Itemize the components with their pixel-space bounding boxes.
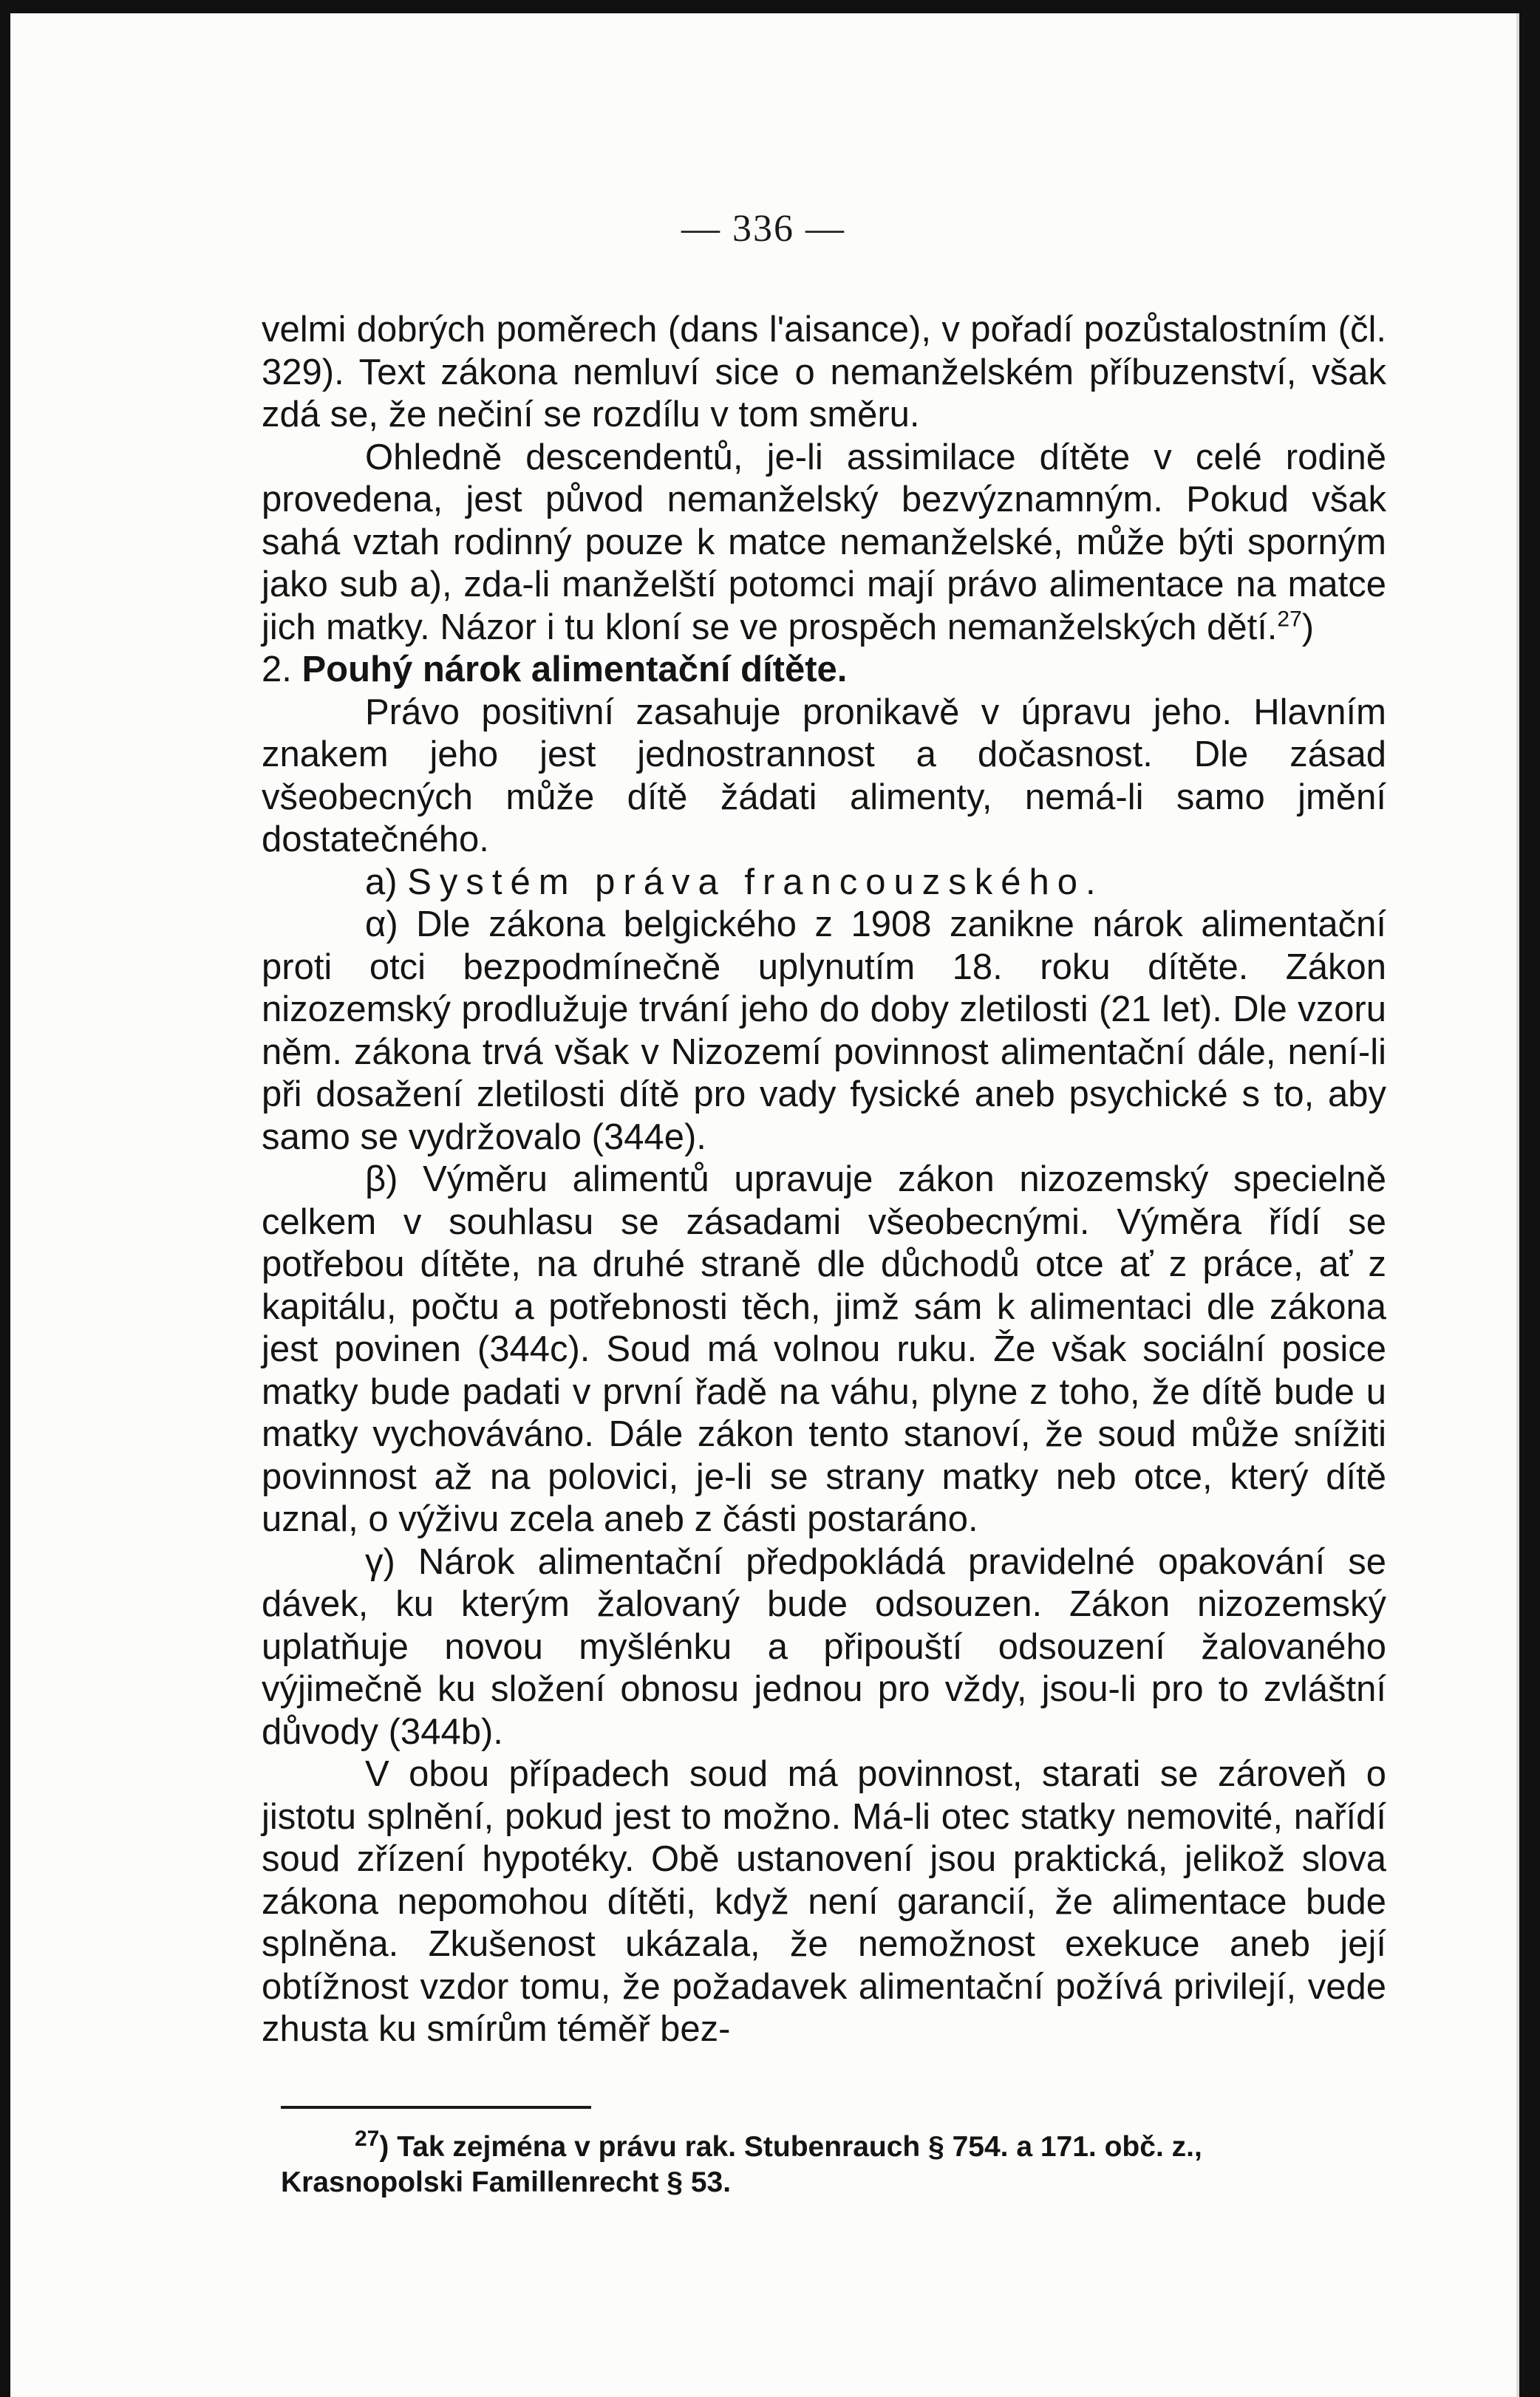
footnote-ref-paren: ) bbox=[1301, 607, 1315, 647]
footnote-27-number: 27 bbox=[355, 2127, 380, 2151]
footnotes bbox=[281, 2127, 1386, 2200]
footnote-divider bbox=[281, 2106, 591, 2109]
subsection-title: Systém práva francouzského. bbox=[407, 862, 1104, 902]
paragraph-descendants-text: Ohledně descendentů, je-li assimilace dítěte v celé rodině provedena, jest původ nemanželský bezvýznamným. Pokud však sahá vztah rodinný pouze k matce nemanželské, může býti sporným jako sub a), zda-li manželští potomci mají právo alimentace na matce jich matky. Názor i tu kloní se ve prospěch nemanželských dětí. bbox=[262, 437, 1386, 647]
paragraph-continuation: velmi dobrých poměrech (dans l'aisance), v pořadí pozůstalostním (čl. 329). Text zákona nemluví sice o nemanželském příbuzenství, však zdá se, že nečiní se rozdílu v tom směru. bbox=[262, 310, 1386, 434]
page-number: — 336 — bbox=[681, 208, 845, 250]
footnote-ref-27: 27 bbox=[1277, 607, 1302, 632]
paragraph-both-cases: V obou případech soud má povinnost, starati se zároveň o jistotu splnění, pokud jest to možno. Má-li otec statky nemovité, nařídí soud zřízení hypotéky. Obě ustanovení jsou praktická, jelikož slova zákona nepomohou dítěti, když není garancií, že alimentace bude splněna. Zkušenost ukázala, že nemožnost exekuce aneb její obtížnost vzdor tomu, že požadavek alimentační požívá privilejí, vede zhusta ku smírům téměř bez- bbox=[262, 1754, 1386, 2049]
paragraph-gamma: γ) Nárok alimentační předpokládá pravidelné opakování se dávek, ku kterým žalovaný bude odsouzen. Zákon nizozemský uplatňuje novou myšlénku a připouští odsouzení žalovaného výjimečně ku složení obnosu jednou pro vždy, jsou-li pro to zvláštní důvody (344b). bbox=[262, 1541, 1386, 1752]
subsection-label: a) bbox=[365, 862, 398, 902]
section-number: 2. bbox=[262, 649, 292, 689]
book-page bbox=[10, 13, 1519, 2397]
section-heading bbox=[262, 649, 1386, 692]
footnote-27-text: ) Tak zejména v právu rak. Stubenrauch § 754. a 171. obč. z., Krasnopolski Famillenrecht § 53. bbox=[281, 2131, 1202, 2198]
footnote-27 bbox=[281, 2127, 1386, 2200]
paragraph-descendants bbox=[262, 437, 1386, 649]
paragraph-alpha: α) Dle zákona belgického z 1908 zanikne nárok alimentační proti otci bezpodmínečně uplynutím 18. roku dítěte. Zákon nizozemský prodlužuje trvání jeho do doby zletilosti (21 let). Dle vzoru něm. zákona trvá však v Nizozemí povinnost alimentační dále, není-li při dosažení zletilosti dítě pro vady fysické aneb psychické s to, aby samo se vydržovalo (344e). bbox=[262, 904, 1386, 1157]
subsection-heading bbox=[262, 862, 1386, 904]
body-text bbox=[262, 309, 1386, 2051]
paragraph-beta: β) Výměru alimentů upravuje zákon nizozemský specielně celkem v souhlasu se zásadami všeobecnými. Výměra řídí se potřebou dítěte, na druhé straně dle důchodů otce ať z práce, ať z kapitálu, počtu a potřebnosti těch, jimž sám k alimentaci dle zákona jest povinen (344c). Soud má volnou ruku. Že však sociální posice matky bude padati v první řadě na váhu, plyne z toho, že dítě bude u matky vychováváno. Dále zákon tento stanoví, že soud může snížiti povinnost až na polovici, je-li se strany matky neb otce, který dítě uznal, o výživu zcela aneb z části postaráno. bbox=[262, 1159, 1386, 1539]
paragraph-positive-law: Právo positivní zasahuje pronikavě v úpravu jeho. Hlavním znakem jeho jest jednostrannost a dočasnost. Dle zásad všeobecných může dítě žádati alimenty, nemá-li samo jmění dostatečného. bbox=[262, 692, 1386, 859]
section-title: Pouhý nárok alimentační dítěte. bbox=[301, 649, 848, 689]
